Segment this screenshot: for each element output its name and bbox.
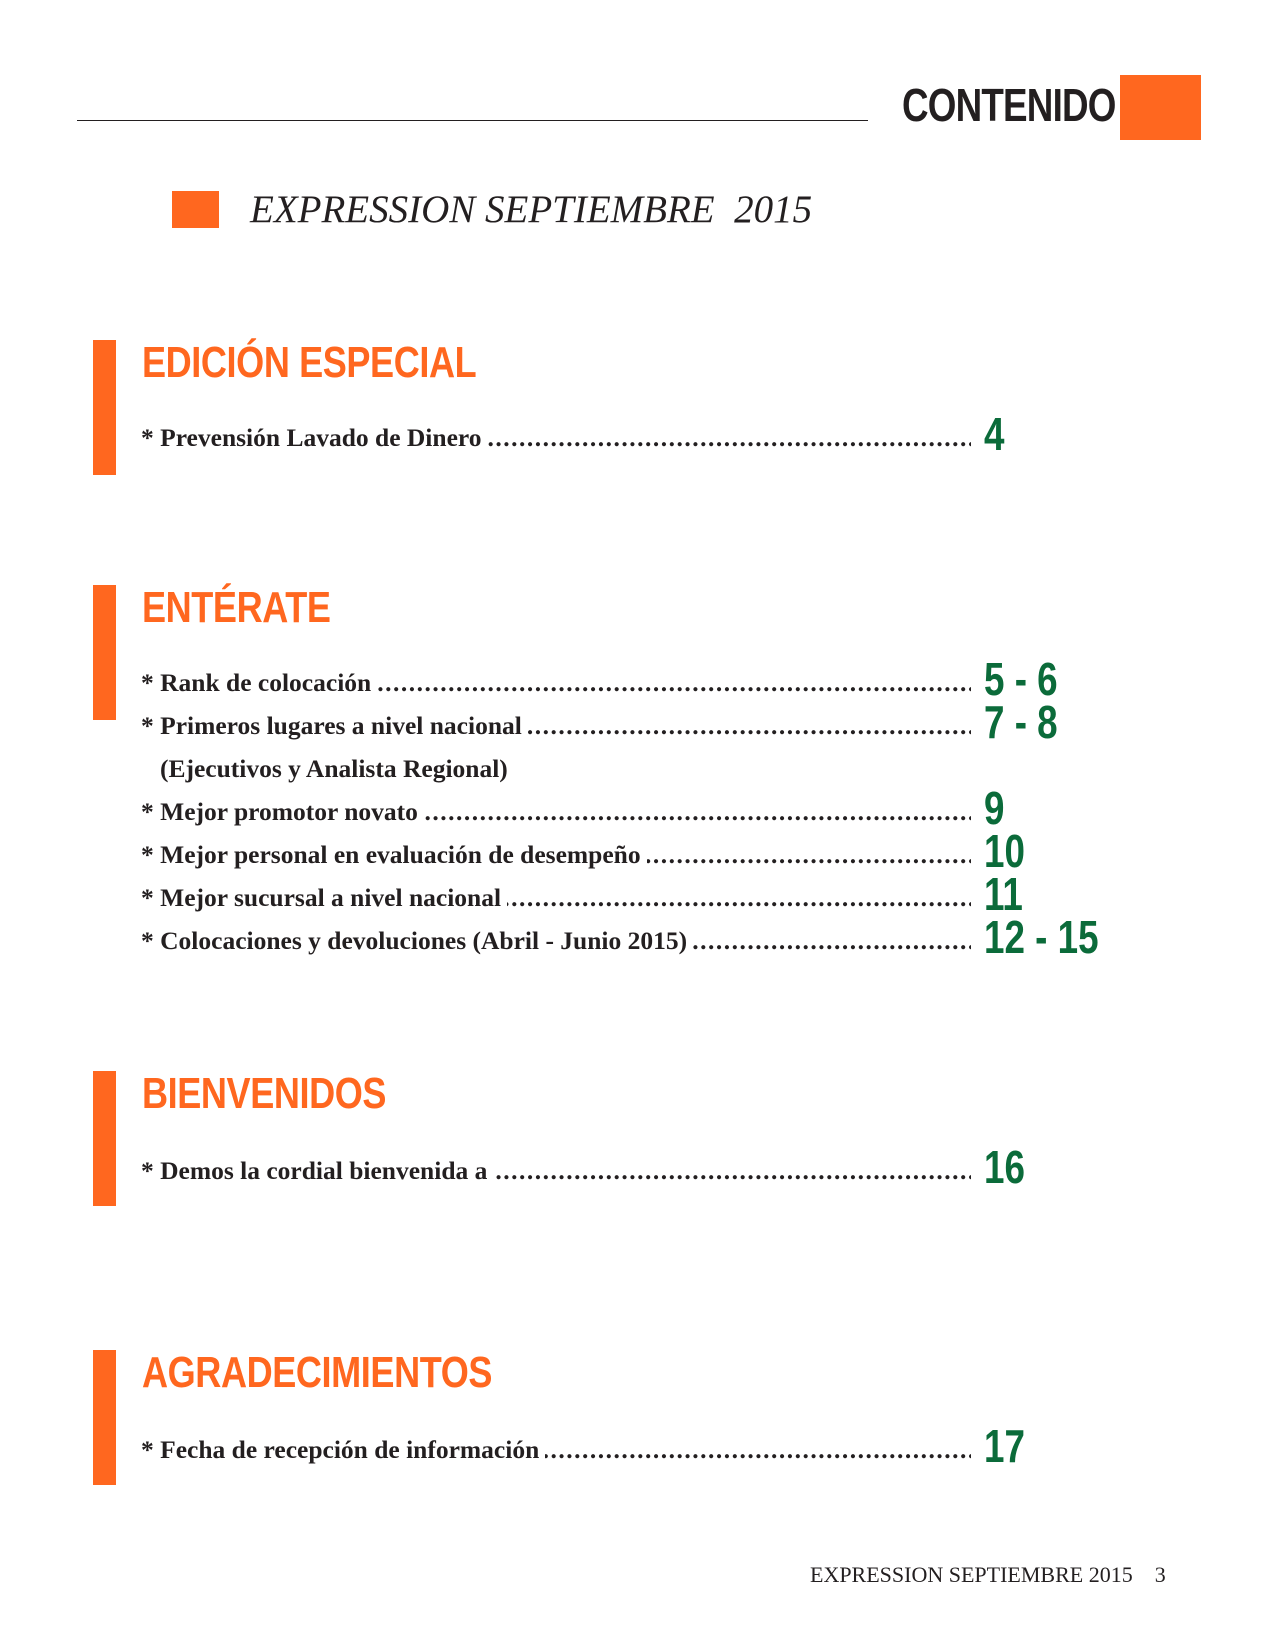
toc-entry-page: 12 - 15	[984, 911, 1099, 963]
section-title: BIENVENIDOS	[142, 1069, 387, 1118]
issue-accent-square	[172, 191, 219, 228]
toc-entry-label: * Prevensión Lavado de Dinero	[141, 423, 488, 452]
footer-text: EXPRESSION SEPTIEMBRE 2015	[810, 1562, 1133, 1587]
toc-entry[interactable]	[141, 1420, 1241, 1472]
toc-entry-page: 5 - 6	[984, 653, 1058, 705]
section-title: EDICIÓN ESPECIAL	[142, 338, 477, 387]
page-title: CONTENIDO	[902, 79, 1116, 131]
section-accent-bar	[93, 1350, 116, 1485]
toc-entry-subline: (Ejecutivos y Analista Regional)	[160, 754, 508, 783]
toc-entry[interactable]	[141, 653, 1241, 705]
toc-entry-label: * Mejor personal en evaluación de desempeño	[141, 840, 647, 869]
issue-title: EXPRESSION SEPTIEMBRE 2015	[250, 188, 813, 231]
toc-entry[interactable]	[141, 911, 1241, 963]
toc-entry-page: 9	[984, 782, 1005, 834]
section-accent-bar	[93, 340, 116, 475]
toc-entry[interactable]	[141, 825, 1241, 877]
toc-entry-label: * Colocaciones y devoluciones (Abril - Junio 2015)	[141, 926, 693, 955]
toc-entry-page: 10	[984, 825, 1025, 877]
toc-entry-page: 17	[984, 1420, 1025, 1472]
toc-entry[interactable]	[141, 782, 1241, 834]
toc-entry-label: * Demos la cordial bienvenida a	[141, 1156, 493, 1185]
section-accent-bar	[93, 1071, 116, 1206]
toc-entry-page: 16	[984, 1141, 1025, 1193]
footer-page-number: 3	[1154, 1562, 1166, 1587]
header-accent-square	[1120, 75, 1201, 140]
toc-entry-label: * Fecha de recepción de información	[141, 1435, 545, 1464]
section-accent-bar	[93, 585, 116, 720]
toc-entry-page: 7 - 8	[984, 696, 1058, 748]
toc-entry[interactable]	[141, 408, 1241, 460]
toc-entry-label: * Primeros lugares a nivel nacional	[141, 711, 528, 740]
section-title: AGRADECIMIENTOS	[142, 1348, 492, 1397]
header-rule	[77, 120, 868, 121]
toc-entry-label: * Rank de colocación	[141, 668, 377, 697]
section-title: ENTÉRATE	[142, 583, 331, 632]
footer	[810, 1560, 1166, 1590]
toc-entry[interactable]	[141, 696, 1241, 748]
toc-entry-page: 4	[984, 408, 1005, 460]
toc-entry-page: 11	[984, 868, 1023, 920]
toc-entry[interactable]	[141, 1141, 1241, 1193]
toc-entry-label: * Mejor sucursal a nivel nacional	[141, 883, 507, 912]
toc-entry-label: * Mejor promotor novato	[141, 797, 424, 826]
